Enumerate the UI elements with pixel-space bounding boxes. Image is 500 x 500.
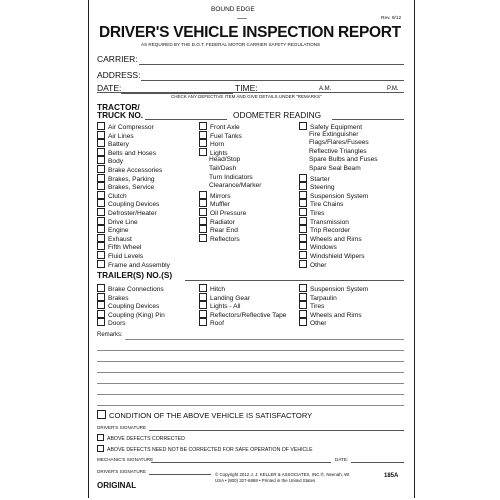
checklist-item-c2s-2 xyxy=(199,174,253,182)
checklist-label: Body xyxy=(108,158,124,166)
checklist-label: Reflectors xyxy=(210,235,240,243)
checkbox[interactable] xyxy=(97,225,105,233)
drivers-signature-field[interactable] xyxy=(149,430,404,431)
checkbox[interactable] xyxy=(299,122,307,130)
checklist-label: Front Axle xyxy=(210,124,240,131)
checklist-label: Tail/Dash xyxy=(209,165,237,172)
checkbox[interactable] xyxy=(199,310,207,318)
checkbox[interactable] xyxy=(97,242,105,250)
checkbox[interactable] xyxy=(299,225,307,233)
remarks-line-3[interactable] xyxy=(97,361,404,362)
checklist-item-t3-4[interactable] xyxy=(299,318,327,328)
page-subtitle: AS REQUIRED BY THE D.O.T. FEDERAL MOTOR CARRIER SAFETY REGULATIONS xyxy=(141,42,321,47)
mechanics-signature-field[interactable] xyxy=(151,462,331,463)
checklist-item-c2s-0 xyxy=(199,156,240,164)
mechanics-signature-label: MECHANIC'S SIGNATURE xyxy=(97,457,154,462)
checkbox[interactable] xyxy=(199,148,207,156)
checklist-label: Coupling Devices xyxy=(108,303,160,311)
checkbox[interactable] xyxy=(97,122,105,130)
checkbox[interactable] xyxy=(97,131,105,139)
checklist-label: Radiator xyxy=(210,218,235,226)
checkbox[interactable] xyxy=(97,148,105,156)
checklist-label: Head/Stop xyxy=(209,156,241,164)
tractor-label: TRACTOR/ xyxy=(97,102,140,112)
checkbox[interactable] xyxy=(299,260,307,268)
odometer-field[interactable] xyxy=(332,119,404,120)
satisfactory-checkbox[interactable] xyxy=(97,410,106,419)
date-label-mechanic: DATE: xyxy=(335,457,349,462)
checkbox[interactable] xyxy=(97,199,105,207)
checkbox[interactable] xyxy=(199,301,207,309)
checkbox[interactable] xyxy=(199,217,207,225)
drivers-signature-label-2: DRIVER'S SIGNATURE xyxy=(97,469,147,474)
checkbox[interactable] xyxy=(97,260,105,268)
copyright-line-1: © Copyright 2012 J. J. KELLER & ASSOCIATES, INC.®, Neenah, WI xyxy=(215,472,350,477)
checklist-label: Hitch xyxy=(210,286,226,293)
checkbox[interactable] xyxy=(299,234,307,242)
checklist-label: Reflectors/Reflective Tape xyxy=(210,311,287,319)
checkbox[interactable] xyxy=(97,156,105,164)
checklist-label: Belts and Hoses xyxy=(108,149,157,157)
checklist-item-c1-16[interactable] xyxy=(97,260,170,270)
checklist-label: Exhaust xyxy=(108,235,132,243)
checklist-label: Horn xyxy=(210,141,225,149)
checklist-label: Brakes xyxy=(108,294,129,302)
checkbox[interactable] xyxy=(97,293,105,301)
checkbox[interactable] xyxy=(97,208,105,216)
checklist-label: Steering xyxy=(310,184,335,192)
checkbox[interactable] xyxy=(299,182,307,190)
checklist-label: Engine xyxy=(108,227,129,235)
checklist-label: Coupling (King) Pin xyxy=(108,311,165,319)
checkbox[interactable] xyxy=(97,234,105,242)
checklist-item-c2s-3 xyxy=(199,182,261,190)
checkbox[interactable] xyxy=(97,182,105,190)
carrier-field[interactable] xyxy=(139,64,404,65)
checkbox[interactable] xyxy=(299,318,307,326)
copyright-text xyxy=(215,472,350,483)
checkbox[interactable] xyxy=(97,310,105,318)
checkbox[interactable] xyxy=(299,310,307,318)
checklist-item-c3s-3 xyxy=(299,156,378,164)
checkbox[interactable] xyxy=(199,208,207,216)
checkbox[interactable] xyxy=(299,174,307,182)
checklist-label: Rear End xyxy=(210,227,238,235)
checklist-label: Safety Equipment xyxy=(310,124,363,131)
checklist-item-t1-4[interactable] xyxy=(97,318,126,328)
checklist-label: Lights xyxy=(210,149,228,157)
checkbox[interactable] xyxy=(199,293,207,301)
checklist-label: Tires xyxy=(310,210,325,217)
odometer-label: ODOMETER READING xyxy=(233,110,322,120)
checkbox[interactable] xyxy=(199,225,207,233)
checklist-label: Clearance/Marker xyxy=(209,182,262,190)
date-label: DATE: xyxy=(97,83,122,93)
checkbox[interactable] xyxy=(199,199,207,207)
checklist-label: Tires xyxy=(310,303,325,311)
defects-not-needed-label: ABOVE DEFECTS NEED NOT BE CORRECTED FOR SAFE OPERATION OF VEHICLE xyxy=(107,447,313,453)
checklist-label: Brake Accessories xyxy=(108,167,163,174)
pm-label: P.M. xyxy=(387,86,399,92)
checkbox[interactable] xyxy=(97,301,105,309)
checklist-item-c3s-1 xyxy=(299,139,369,147)
checklist-label: Fuel Tanks xyxy=(210,132,242,140)
remarks-line-7[interactable] xyxy=(97,405,404,406)
page-title: DRIVER'S VEHICLE INSPECTION REPORT xyxy=(99,24,401,41)
bound-edge-mark xyxy=(237,18,247,19)
remarks-line-5[interactable] xyxy=(97,383,404,384)
checklist-label: Brake Connections xyxy=(108,286,164,293)
remarks-line-1[interactable] xyxy=(125,339,404,340)
checkbox[interactable] xyxy=(299,251,307,259)
checkbox[interactable] xyxy=(97,165,105,173)
carrier-label: CARRIER: xyxy=(97,54,138,64)
checklist-label: Air Lines xyxy=(108,132,134,140)
checklist-item-t2-4[interactable] xyxy=(199,318,224,328)
checklist-label: Other xyxy=(310,320,327,328)
checklist-item-c3b-10[interactable] xyxy=(299,260,327,270)
checkbox[interactable] xyxy=(97,318,105,326)
checklist-label: Frame and Assembly xyxy=(108,261,170,269)
am-label: A.M. xyxy=(319,86,332,92)
checkbox[interactable] xyxy=(199,318,207,326)
checklist-label: Spare Seal Beam xyxy=(309,165,361,172)
checklist-label: Tire Chains xyxy=(310,201,344,209)
checkbox[interactable] xyxy=(199,234,207,242)
checklist-label: Trip Recorder xyxy=(310,227,351,235)
remarks-line-2[interactable] xyxy=(97,350,404,351)
checklist-label: Suspension System xyxy=(310,286,369,293)
checklist-label: Defroster/Heater xyxy=(108,210,157,217)
drivers-signature-field-2[interactable] xyxy=(149,474,211,475)
copyright-line-2: USA • (800) 327-6868 • Printed in the United States xyxy=(215,477,316,483)
satisfactory-row xyxy=(97,410,312,420)
defects-corrected-label: ABOVE DEFECTS CORRECTED xyxy=(107,436,185,442)
mechanic-date-field[interactable] xyxy=(351,462,404,463)
checklist-label: Reflective Triangles xyxy=(309,147,367,155)
form-number: 185A xyxy=(384,473,399,479)
checklist-item-c3s-2 xyxy=(299,148,367,156)
drivers-signature-label: DRIVER'S SIGNATURE xyxy=(97,425,147,430)
checkbox[interactable] xyxy=(97,139,105,147)
checkbox[interactable] xyxy=(199,122,207,130)
checklist-label: Windows xyxy=(310,244,337,252)
checklist-label: Windshield Wipers xyxy=(310,253,365,260)
checkbox[interactable] xyxy=(299,217,307,225)
checklist-label: Coupling Devices xyxy=(108,201,160,209)
bound-edge-label: BOUND EDGE xyxy=(211,6,255,13)
checklist-label: Wheels and Rims xyxy=(310,311,362,319)
checklist-label: Lights - All xyxy=(210,303,241,311)
defects-corrected-checkbox[interactable] xyxy=(97,434,104,441)
address-field[interactable] xyxy=(141,80,404,81)
checkbox[interactable] xyxy=(199,191,207,199)
checklist-label: Suspension System xyxy=(310,192,369,200)
copy-designation: ORIGINAL xyxy=(97,481,137,490)
checklist-label: Roof xyxy=(210,320,224,328)
form-revision: Rev. 9/12 xyxy=(381,16,402,21)
checkbox[interactable] xyxy=(199,131,207,139)
remarks-line-6[interactable] xyxy=(97,394,404,395)
checklist-label: Fifth Wheel xyxy=(108,244,142,252)
checklist-label: Fluid Levels xyxy=(108,253,144,260)
time-label: TIME: xyxy=(235,83,258,93)
satisfactory-label: CONDITION OF THE ABOVE VEHICLE IS SATISFACTORY xyxy=(109,411,313,420)
checklist-label: Oil Pressure xyxy=(210,210,247,217)
checklist-label: Fire Extinguisher xyxy=(309,130,359,138)
checklist-label: Air Compressor xyxy=(108,124,154,131)
checklist-label: Tarpaulin xyxy=(310,294,337,302)
checklist-label: Mirrors xyxy=(210,192,231,200)
checklist-label: Drive Line xyxy=(108,218,138,226)
checkbox[interactable] xyxy=(299,284,307,292)
checklist-label: Turn Indicators xyxy=(209,173,253,181)
checklist-label: Starter xyxy=(310,175,330,183)
checkbox[interactable] xyxy=(299,199,307,207)
checkbox[interactable] xyxy=(199,139,207,147)
checklist-label: Battery xyxy=(108,141,129,149)
checklist-label: Flags/Flares/Fusees xyxy=(309,139,369,147)
checkbox[interactable] xyxy=(299,242,307,250)
checklist-label: Spare Bulbs and Fuses xyxy=(309,156,378,164)
checklist-label: Wheels and Rims xyxy=(310,235,362,243)
checklist-label: Brakes, Parking xyxy=(108,175,155,183)
defects-not-needed-checkbox[interactable] xyxy=(97,445,104,452)
checklist-label: Other xyxy=(310,261,327,269)
defects-corrected-row xyxy=(97,434,185,442)
checklist-label: Landing Gear xyxy=(210,294,250,302)
checklist-item-c2s-1 xyxy=(199,165,236,173)
checkbox[interactable] xyxy=(299,293,307,301)
checkbox[interactable] xyxy=(299,301,307,309)
checkbox[interactable] xyxy=(299,208,307,216)
checkbox[interactable] xyxy=(97,251,105,259)
truck-no-label: TRUCK NO. xyxy=(97,110,144,120)
checkbox[interactable] xyxy=(97,174,105,182)
checkbox[interactable] xyxy=(97,191,105,199)
checkbox[interactable] xyxy=(97,217,105,225)
inspection-report-sheet xyxy=(88,0,415,498)
checklist-item-c3s-4 xyxy=(299,165,361,173)
trailer-label: TRAILER(S) NO.(S) xyxy=(97,270,173,280)
checklist-label: Clutch xyxy=(108,192,127,200)
checklist-item-c2b-5[interactable] xyxy=(199,234,240,244)
checklist-label: Muffler xyxy=(210,201,231,209)
address-label: ADDRESS: xyxy=(97,70,141,80)
checklist-item-c3s-0 xyxy=(299,131,358,139)
remarks-line-4[interactable] xyxy=(97,372,404,373)
checkbox[interactable] xyxy=(299,191,307,199)
remarks-label: Remarks: xyxy=(97,332,123,338)
checkbox[interactable] xyxy=(199,284,207,292)
defects-not-needed-row xyxy=(97,445,313,453)
checklist-label: Transmission xyxy=(310,218,349,226)
truck-no-field[interactable] xyxy=(145,119,227,120)
checkbox[interactable] xyxy=(97,284,105,292)
checklist-label: Doors xyxy=(108,320,126,328)
trailer-no-field[interactable] xyxy=(185,280,404,281)
checklist-label: Brakes, Service xyxy=(108,184,155,192)
check-instructions: CHECK ANY DEFECTIVE ITEM AND GIVE DETAILS UNDER "REMARKS" xyxy=(171,94,322,99)
